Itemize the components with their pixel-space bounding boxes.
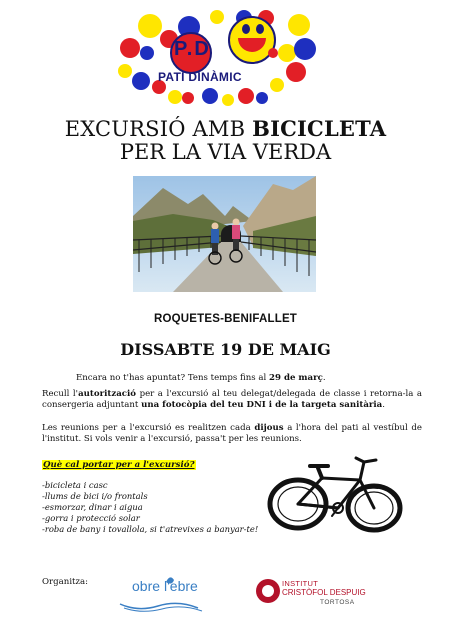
title-bold: BICICLETA	[252, 116, 387, 141]
obre-text: obre	[132, 578, 161, 594]
list-item: -llums de bici i/o frontals	[42, 491, 148, 501]
logo-name: PATI DINÀMIC	[158, 70, 242, 84]
authorization-paragraph	[42, 389, 422, 411]
intro-end: .	[322, 373, 326, 383]
institut-logo	[256, 577, 376, 617]
route-label: ROQUETES-BENIFALLET	[153, 313, 298, 325]
intro-paragraph	[76, 373, 416, 384]
deadline: 29 de març	[269, 373, 323, 383]
meetings-paragraph	[42, 423, 422, 445]
obre-lebre-logo	[118, 568, 210, 612]
cycling-photo	[133, 176, 316, 292]
list-item: -roba de bany i tovallola, si t'atrevixes a banyar-te!	[42, 524, 259, 534]
auth-bold-1: autorització	[78, 389, 137, 399]
bicycle-icon	[266, 448, 406, 536]
list-item: -gorra i protecció solar	[42, 513, 140, 523]
list-item: -esmorzar, dinar i aigua	[42, 502, 143, 512]
logo-letters: P.D	[174, 38, 211, 60]
items-list	[42, 480, 258, 535]
intro-text: Encara no t'has apuntat? Tens temps fins al	[76, 373, 269, 383]
pati-dinamic-logo	[118, 8, 318, 108]
title-line-1	[0, 116, 451, 141]
list-item: -bicicleta i casc	[42, 480, 108, 490]
auth-text-1: Recull l'	[42, 389, 79, 399]
meet-text-1: Les reunions per a l'excursió es realitzen cada	[42, 423, 255, 433]
what-to-bring-heading: Què cal portar per a l'excursió?	[43, 460, 195, 470]
meet-text-2: a l'hora del pati al vestíbul de l'institut. Si vols venir a l'excursió, passa't per les reunions.	[42, 423, 423, 444]
event-date: DISSABTE 19 DE MAIG	[120, 340, 331, 359]
organizer-label: Organitza:	[42, 577, 89, 587]
institut-line3: TORTOSA	[320, 599, 355, 606]
title-line-2: PER LA VIA VERDA	[119, 140, 332, 164]
ebre-text: l'ebre	[164, 578, 198, 594]
title-prefix: EXCURSIÓ AMB	[64, 117, 253, 141]
meet-bold-1: dijous	[254, 423, 284, 433]
institut-line2: CRISTÒFOL DESPUIG	[282, 588, 366, 597]
auth-text-2: per a l'excursió al teu delegat/delegada de classe i retorna-la a consergeria adjuntant	[42, 389, 423, 410]
auth-text-3: .	[382, 400, 385, 410]
auth-bold-2: una fotocòpia del teu DNI i de la targeta sanitària	[141, 400, 383, 410]
institut-line1: INSTITUT	[282, 579, 319, 588]
